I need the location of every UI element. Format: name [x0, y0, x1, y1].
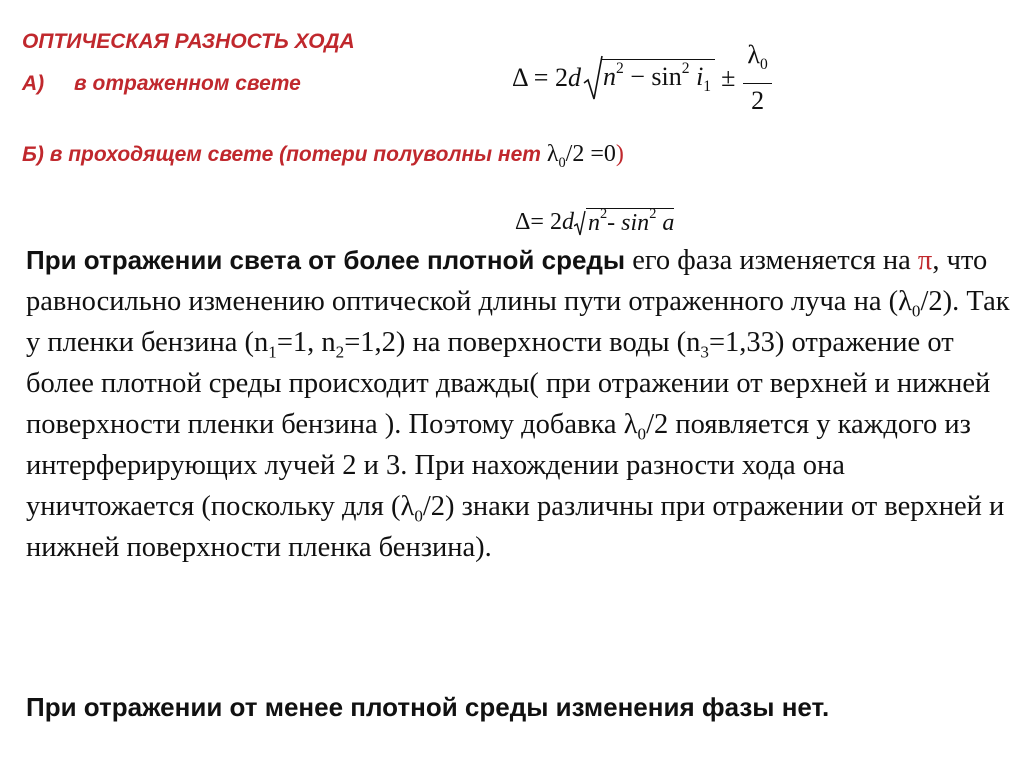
fraction: $\frac{\lambda_0}{2}$	[743, 38, 771, 117]
radicand: $n^2 - \sin^2 i_1$	[601, 59, 715, 96]
case-b-formula: $\lambda_0/2 =0$)	[546, 141, 624, 171]
pi-symbol: π	[917, 245, 933, 276]
formula-d: d	[567, 63, 581, 92]
radicand-2: $n^2-$ $\sin^2 a$	[587, 206, 675, 236]
sqrt-symbol	[583, 55, 715, 101]
case-a-heading	[22, 72, 301, 96]
case-b-text: Б) в проходящем свете (потери полуволны нет	[22, 143, 547, 166]
closing-statement: При отражении от менее плотной среды изменения фазы нет.	[26, 692, 830, 722]
formula-reflected	[512, 38, 772, 118]
formula-lhs: Δ = 2	[512, 63, 568, 92]
plus-minus: ±	[721, 63, 736, 92]
case-a-text: в отраженном свете	[74, 72, 301, 95]
slide-title: ОПТИЧЕСКАЯ РАЗНОСТЬ ХОДА	[22, 30, 355, 53]
explanation-paragraph: При отражении света от более плотной среды его фаза изменяется на π, что равносильно изменению оптической длины пути отраженного луча на $(\lambda_0/2)$. Так у пленки бензина ($n_1=1$, $n_2=1,2$) на поверхности воды $(n_3=1,33)$ отражение от более плотной среды происходит дважды( при отражении от верхней и нижней поверхности пленки бензина ). Поэтому добавка $\lambda_0/2$ появляется у каждого из интерферирующих лучей 2 и 3. При нахождении разности хода она уничтожается (поскольку для $(\lambda_0/2)$ знаки различны при отражении от верхней и нижней поверхности пленка бензина).	[26, 245, 1010, 563]
formula-transmitted: Δ= 2 d $n^2-$ $\sin^2 a$	[515, 206, 675, 236]
case-a-label: А)	[22, 72, 45, 95]
case-b-heading	[22, 141, 624, 172]
sqrt-symbol-2	[574, 210, 586, 236]
